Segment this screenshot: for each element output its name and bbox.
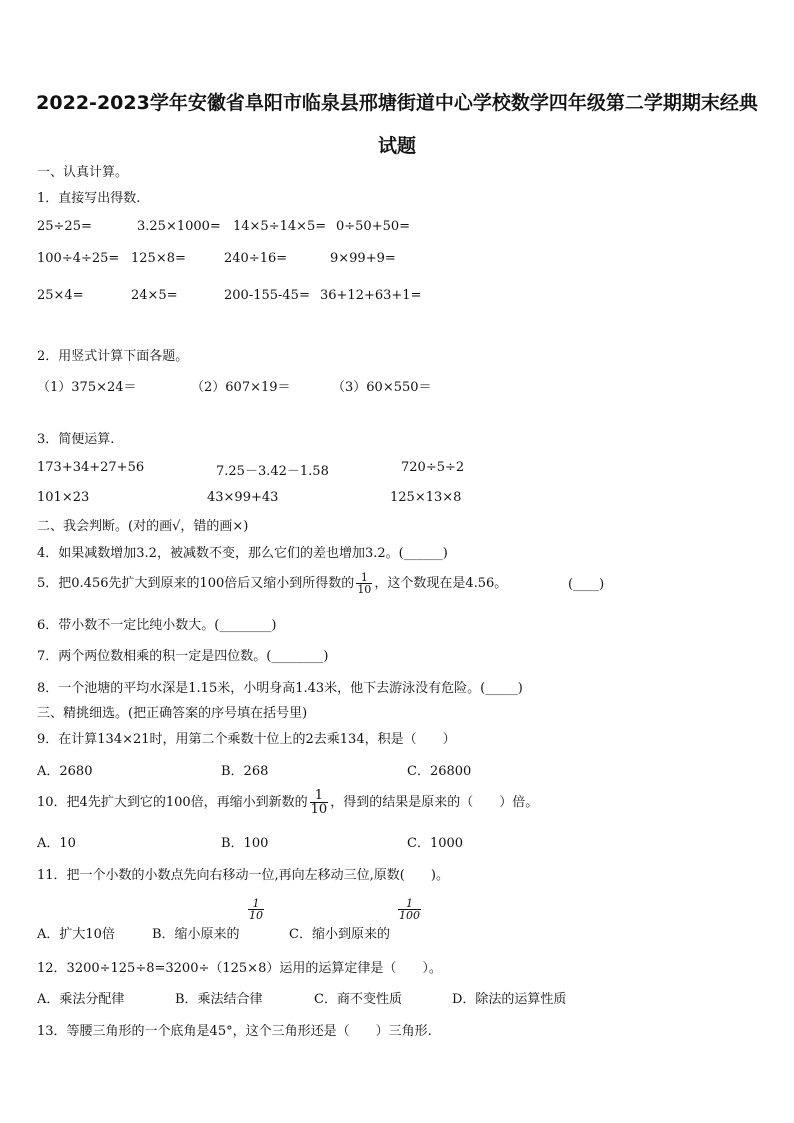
question-9-stem: 9．在计算134×21时，用第二个乘数十位上的2去乘134，积是（ ） [37,732,456,747]
question-5-text: 5．把0.456先扩大到原来的100倍后又缩小到所得数的 [37,576,355,591]
simplify-item: 125×13×8 [390,490,462,505]
calc-item: 25×4= [37,288,84,303]
question-10-text: 10．把4先扩大到它的100倍，再缩小到新数的 [37,795,308,810]
question-6: 6．带小数不一定比纯小数大。(________) [37,618,277,633]
option-a[interactable]: A．扩大10倍 [37,927,115,942]
simplify-item: 173+34+27+56 [37,460,145,475]
fraction-one-tenth: $\frac{1}{10}$ [357,571,372,596]
vertical-calc-item: （3）60×550＝ [332,380,432,395]
question-10-text-after: ，得到的结果是原来的（ ）倍。 [330,795,539,810]
option-b[interactable]: B．乘法结合律 [175,992,263,1007]
fraction-one-tenth: $\frac{1}{10}$ [249,897,263,922]
option-b[interactable]: B．268 [221,764,269,779]
option-a[interactable]: A．10 [37,836,76,851]
fraction-one-tenth: $\frac{1}{10}$ [310,788,328,817]
option-a[interactable]: A．2680 [37,764,93,779]
calc-item: 9×99+9= [330,251,396,266]
section-heading-3: 三、精挑细选。(把正确答案的序号填在括号里) [37,706,308,721]
page-title-line2: 试题 [377,135,416,157]
fraction-one-hundredth: $\frac{1}{100}$ [399,897,420,922]
question-5-text-after: ，这个数现在是4.56。 [374,576,508,591]
calc-item: 36+12+63+1= [320,288,422,303]
section-heading-1: 一、认真计算。 [37,165,129,180]
calc-item: 125×8= [131,251,186,266]
simplify-item: 720÷5÷2 [401,460,465,475]
calc-item: 25÷25= [37,219,92,234]
calc-item: 200-155-45= [224,288,310,303]
question-3-stem: 3．简便运算. [37,432,115,447]
calc-item: 3.25×1000= [137,219,221,234]
calc-item: 100÷4÷25= [37,251,120,266]
question-8: 8．一个池塘的平均水深是1.15米，小明身高1.43米，他下去游泳没有危险。(_____) [37,681,523,696]
calc-item: 14×5÷14×5= [233,219,327,234]
question-4: 4．如果减数增加3.2，被减数不变，那么它们的差也增加3.2。(______) [37,546,448,561]
question-5 [37,569,507,599]
question-10-stem [37,786,538,820]
section-heading-2: 二、我会判断。(对的画√，错的画×) [37,519,249,534]
question-11-stem: 11．把一个小数的小数点先向右移动一位,再向左移动三位,原数( )。 [37,868,449,883]
question-2-stem: 2．用竖式计算下面各题。 [37,349,189,364]
calc-item: 0÷50+50= [336,219,411,234]
simplify-item: 101×23 [37,490,90,505]
answer-blank[interactable]: (____) [568,577,605,592]
vertical-calc-item: （1）375×24＝ [37,380,137,395]
simplify-item: 43×99+43 [207,490,279,505]
page-title: 2022-2023学年安徽省阜阳市临泉县邢塘街道中心学校数学四年级第二学期期末经典 [36,92,758,114]
option-c[interactable]: C．26800 [407,764,472,779]
question-7: 7．两个两位数相乘的积一定是四位数。(________) [37,649,329,664]
option-c[interactable]: C．缩小到原来的 [289,927,390,942]
vertical-calc-item: （2）607×19＝ [191,380,291,395]
calc-item: 240÷16= [224,251,288,266]
question-13: 13．等腰三角形的一个底角是45°，这个三角形还是（ ）三角形. [37,1024,432,1039]
question-12-stem: 12．3200÷125÷8=3200÷（125×8）运用的运算定律是（ ）。 [37,961,442,976]
option-c[interactable]: C．1000 [407,836,464,851]
option-c[interactable]: C．商不变性质 [314,992,402,1007]
option-a[interactable]: A．乘法分配律 [37,992,125,1007]
option-b[interactable]: B．100 [221,836,269,851]
option-d[interactable]: D．除法的运算性质 [452,992,567,1007]
question-1-stem: 1．直接写出得数. [37,191,141,206]
option-b[interactable]: B．缩小原来的 [152,927,240,942]
calc-item: 24×5= [131,288,178,303]
simplify-item: 7.25－3.42－1.58 [216,464,329,479]
